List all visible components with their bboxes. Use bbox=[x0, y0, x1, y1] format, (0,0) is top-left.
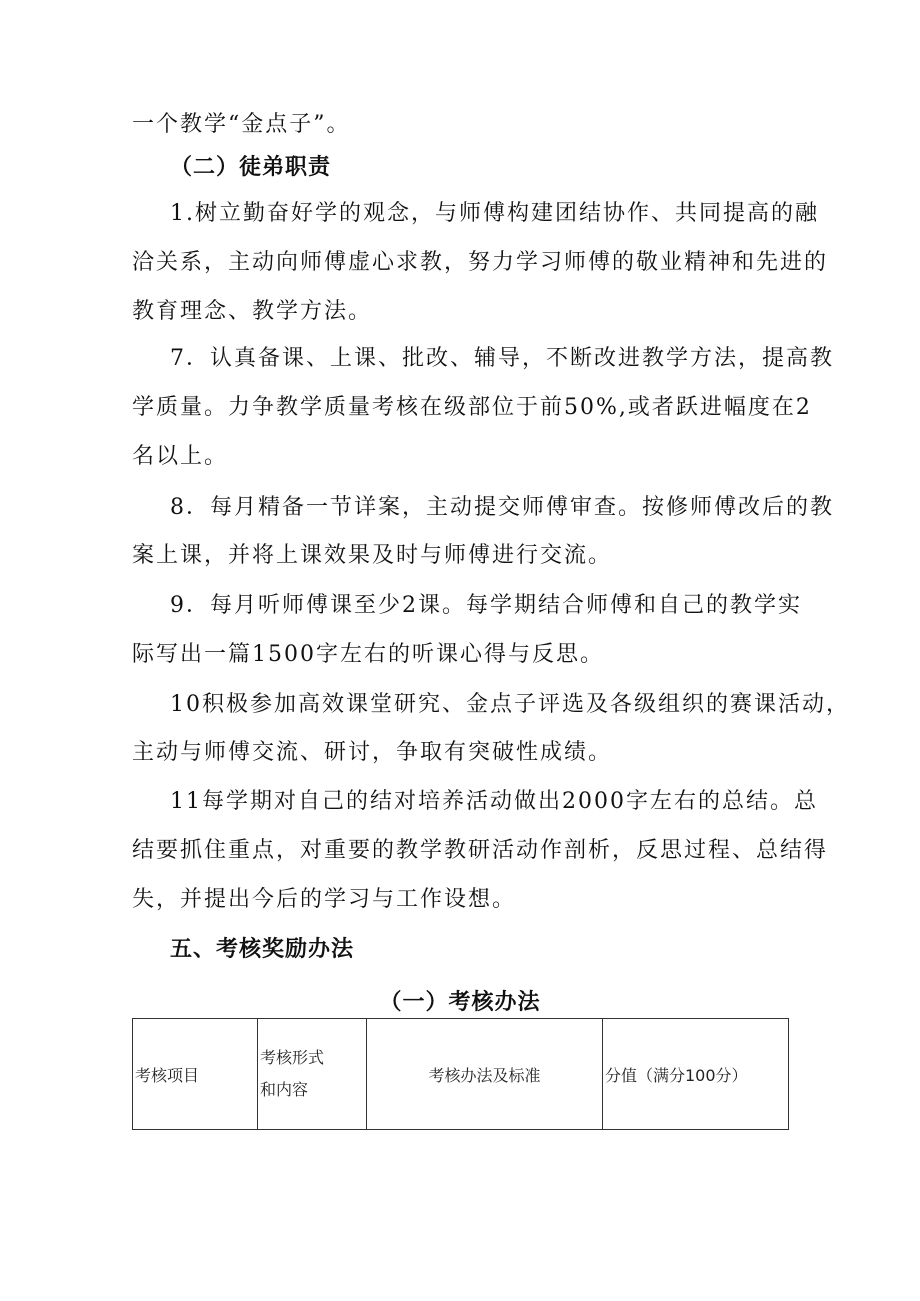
table-header-row bbox=[133, 1019, 789, 1130]
item11-line1: 11每学期对自己的结对培养活动做出2000字左右的总结。总 bbox=[170, 789, 818, 814]
item7-line3: 名以上。 bbox=[132, 444, 229, 469]
item1-line3: 教育理念、教学方法。 bbox=[132, 299, 373, 324]
continuation-text: 一个教学“金点子”。 bbox=[132, 112, 351, 137]
item1-line2: 洽关系，主动向师傅虚心求教，努力学习师傅的敬业精神和先进的 bbox=[132, 250, 829, 275]
item9-line1: 9．每月听师傅课至少2课。每学期结合师傅和自己的教学实 bbox=[170, 593, 802, 618]
item10-line2: 主动与师傅交流、研讨，争取有突破性成绩。 bbox=[132, 740, 613, 765]
item7-line1: 7．认真备课、上课、批改、辅导，不断改进教学方法，提高教 bbox=[170, 346, 834, 371]
header-assessment-form bbox=[258, 1019, 367, 1130]
item10-line1: 10积极参加高效课堂研究、金点子评选及各级组织的赛课活动， bbox=[170, 692, 850, 717]
apprentice-duties-heading: （二）徒弟职责 bbox=[170, 155, 332, 180]
assessment-table bbox=[132, 1018, 789, 1130]
item1-line1: 1.树立勤奋好学的观念，与师傅构建团结协作、共同提高的融 bbox=[170, 201, 819, 226]
item8-line1: 8．每月精备一节详案，主动提交师傅审查。按修师傅改后的教 bbox=[170, 495, 834, 520]
item9-line2: 际写出一篇1500字左右的听课心得与反思。 bbox=[132, 642, 604, 667]
header-score: 分值（满分100分） bbox=[603, 1019, 789, 1130]
table-title: （一）考核办法 bbox=[379, 990, 541, 1015]
header-assessment-method: 考核办法及标准 bbox=[367, 1019, 603, 1130]
item7-line2: 学质量。力争教学质量考核在级部位于前50%,或者跃进幅度在2 bbox=[132, 395, 812, 420]
item11-line2: 结要抓住重点，对重要的教学教研活动作剖析，反思过程、总结得 bbox=[132, 838, 829, 863]
header-assessment-item: 考核项目 bbox=[133, 1019, 258, 1130]
header-form-line1: 考核形式 bbox=[260, 1048, 325, 1067]
header-form-line2: 和内容 bbox=[260, 1080, 309, 1099]
item11-line3: 失，并提出今后的学习与工作设想。 bbox=[132, 887, 517, 912]
item8-line2: 案上课，并将上课效果及时与师傅进行交流。 bbox=[132, 543, 613, 568]
assessment-reward-heading: 五、考核奖励办法 bbox=[170, 937, 355, 962]
